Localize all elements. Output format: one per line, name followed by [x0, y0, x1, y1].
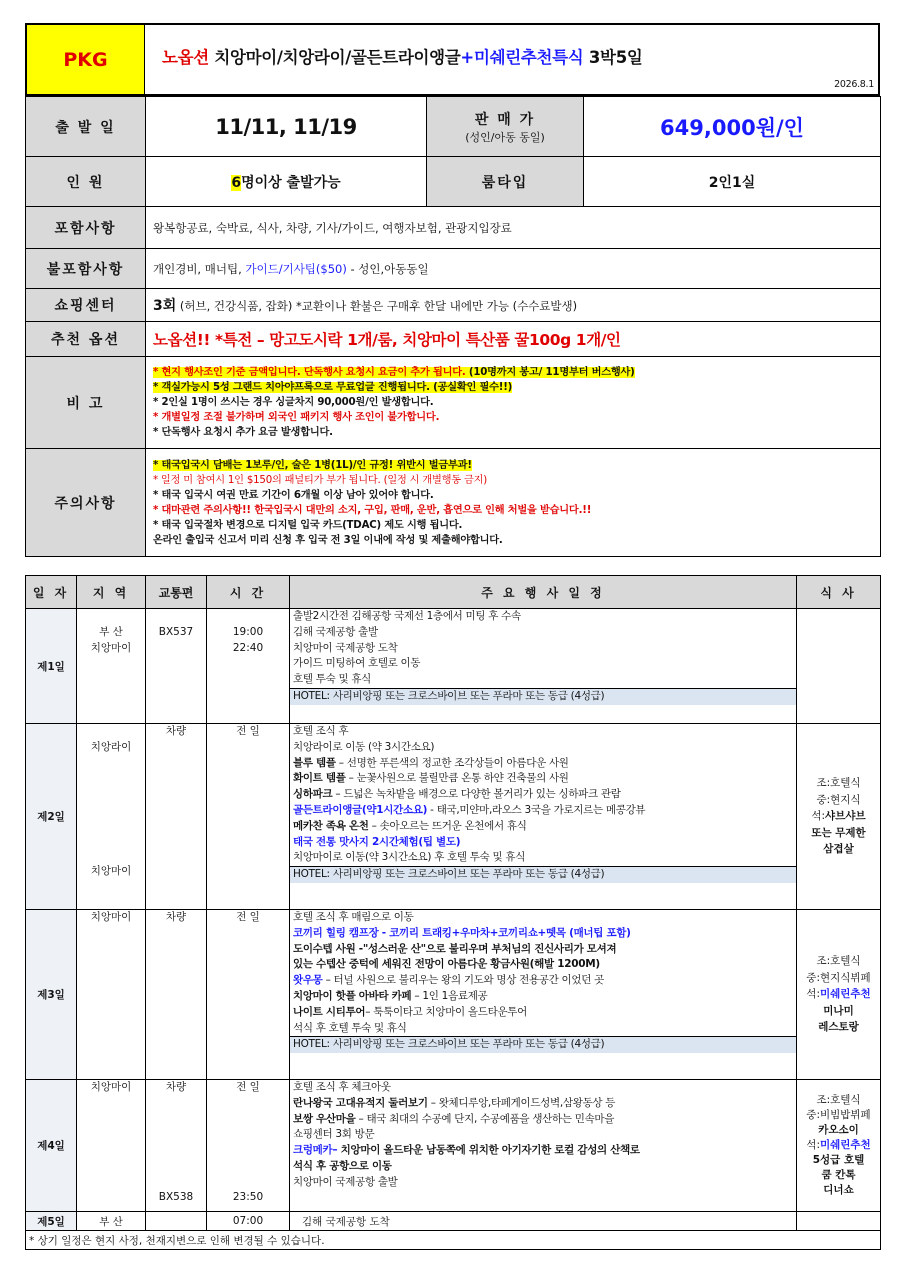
day-meal — [797, 724, 881, 910]
meal-text: 석:샤브샤브 — [811, 810, 866, 823]
day-time: 전 일 — [207, 910, 290, 1080]
day-activities — [290, 609, 797, 724]
exclude-part-c: - 성인,아동동일 — [346, 261, 429, 276]
room-value: 2인1실 — [584, 157, 881, 207]
shopping-detail: (허브, 건강식품, 잡화) *교환이나 환불은 구매후 한달 내에만 가능 (수수료발생) — [176, 299, 578, 313]
meal-text: 석:미쉐린추천 — [806, 1139, 871, 1151]
region-text: 치앙라이 — [90, 741, 132, 753]
day-label: 제1일 — [26, 609, 77, 724]
activity-line: 란나왕국 고대유적지 둘러보기 – 왓체디루앙,타페게이드성벽,삼왕동상 등 — [293, 1096, 616, 1109]
time-text: 19:00 — [232, 626, 264, 638]
caution-1: * 태국입국시 담배는 1보루/인, 술은 1병(1L)/인 규정! 위반시 벌금부과! — [153, 459, 472, 471]
time-text: 전 일 — [236, 1081, 260, 1093]
activity-line: 치앙마이 국제공항 도착 — [293, 641, 398, 654]
day-meal — [797, 1080, 881, 1212]
activity-line: 가이드 미팅하여 호텔로 이동 — [293, 657, 421, 670]
depart-dates: 11/11, 11/19 — [146, 97, 427, 157]
issue-date: 2026.8.1 — [834, 79, 874, 90]
shopping-label: 쇼핑센터 — [26, 289, 146, 322]
meal-text: 조:호텔식 — [816, 1094, 861, 1106]
remark-item: * 2인실 1명이 쓰시는 경우 싱글차지 90,000원/인 발생합니다. — [153, 397, 434, 408]
day-label: 제2일 — [26, 724, 77, 910]
price-label: 판 매 가 — [474, 111, 536, 128]
table-row — [26, 910, 881, 1080]
meal-text: 쿰 칸톡 — [821, 1169, 856, 1181]
activity-line: 메카찬 족욕 온천 – 솟아오르는 뜨거운 온천에서 휴식 — [293, 819, 527, 832]
day-label: 제4일 — [26, 1080, 77, 1212]
col-schedule: 주 요 행 사 일 정 — [290, 576, 797, 609]
remark-item: * 단독행사 요청시 추가 요금 발생합니다. — [153, 427, 333, 438]
day-time: 전 일 — [207, 724, 290, 910]
activity-line: 석식 후 공항으로 이동 — [293, 1159, 392, 1172]
day-label: 제3일 — [26, 910, 77, 1080]
meal-text: 조:호텔식 — [816, 777, 861, 790]
activity-line: 호텔 투숙 및 휴식 — [293, 673, 372, 686]
people-value — [146, 157, 427, 207]
people-label: 인 원 — [26, 157, 146, 207]
caution-item — [153, 458, 880, 473]
activity-line: 치앙마이 국제공항 출발 — [293, 1175, 398, 1188]
day-meal — [797, 1212, 881, 1231]
hotel-line: HOTEL: 사리비앙핑 또는 크로스바이브 또는 푸라마 또는 동급 (4성급) — [290, 866, 796, 883]
activity-line: 김해 국제공항 출발 — [293, 625, 378, 638]
meal-text: 석:미쉐린추천 — [806, 988, 871, 1001]
day-activities — [290, 1080, 797, 1212]
meal-text: 또는 무제한 — [811, 826, 866, 839]
activity-line: 블루 템플 – 선명한 푸른색의 정교한 조각상들이 아름다운 사원 — [293, 756, 569, 769]
title-duration: 3박5일 — [588, 48, 643, 67]
day-region: 치앙마이 — [77, 910, 146, 1080]
price-label-cell — [427, 97, 584, 157]
caution-item: * 태국 입국절차 변경으로 디지털 입국 카드(TDAC) 제도 시행 됩니다. — [153, 519, 463, 531]
shopping-value — [146, 289, 881, 322]
day-label: 제5일 — [26, 1212, 77, 1231]
remark-2: * 객실가능시 5성 그랜드 치아야프록으로 무료업글 진행됩니다. (공실확인 필수!!) — [153, 382, 513, 393]
day-activities — [290, 910, 797, 1080]
activity-line: 왓우몽 – 터널 사원으로 불리우는 왕의 기도와 명상 전용공간 이었던 곳 — [293, 974, 604, 987]
meal-text: 삼겹살 — [823, 843, 854, 856]
meal-text: 디너쇼 — [823, 1184, 854, 1196]
time-text: 22:40 — [232, 641, 264, 654]
region-text: 부 산 — [99, 626, 123, 638]
region-text: 치앙마이 — [90, 865, 132, 878]
activity-line: 석식 후 호텔 투숙 및 휴식 — [293, 1021, 407, 1034]
activity-line: 있는 수텝산 중턱에 세워진 전망이 아름다운 황금사원(해발 1200M) — [293, 958, 600, 971]
remark-item — [153, 380, 880, 395]
activity-line: 크렁메카– 치앙마이 올드타운 남동쪽에 위치한 아기자기한 로컬 감성의 산책로 — [293, 1144, 640, 1157]
remark-1b: (10명까지 봉고/ 11명부터 버스행사) — [465, 367, 635, 378]
activity-line: 호텔 조식 후 매림으로 이동 — [293, 911, 414, 923]
col-day: 일 자 — [26, 576, 77, 609]
caution-label: 주의사항 — [26, 449, 146, 557]
option-value: 노옵션!! *특전 – 망고도시락 1개/룸, 치앙마이 특산품 꿀100g 1개/인 — [146, 322, 881, 357]
title-michelin: +미쉐린추천특식 — [460, 48, 584, 67]
title-no-option: 노옵션 — [162, 48, 209, 67]
meal-text: 조:호텔식 — [816, 955, 861, 968]
price-value: 649,000원/인 — [584, 97, 881, 157]
day-transport — [146, 1080, 207, 1212]
transport-text: 차량 — [165, 1081, 187, 1093]
pkg-label: PKG — [27, 25, 145, 94]
title-main: 치앙마이/치앙라이/골든트라이앵글 — [214, 48, 461, 67]
meal-text: 중:현지식 — [816, 793, 861, 806]
day-meal — [797, 609, 881, 724]
meal-text: 카오소이 — [818, 1124, 859, 1136]
people-min-number: 6 — [231, 174, 242, 191]
shopping-count: 3회 — [153, 298, 177, 314]
room-label: 룸타입 — [427, 157, 584, 207]
page-title — [145, 25, 878, 94]
remark-1a: * 현지 행사조인 기준 금액입니다. 단독행사 요청시 요금이 추가 됩니다. — [153, 367, 466, 378]
day-meal — [797, 910, 881, 1080]
activity-line: 화이트 템플 – 눈꽃사원으로 불릴만큼 온통 하얀 건축물의 사원 — [293, 772, 569, 785]
itinerary-table — [25, 575, 881, 1250]
activity-line: 치앙마이로 이동(약 3시간소요) 후 호텔 투숙 및 휴식 — [293, 851, 526, 864]
activity-line: 치앙마이 핫플 아바타 카페 – 1인 1음료제공 — [293, 989, 488, 1002]
header-banner — [25, 23, 880, 96]
depart-label: 출 발 일 — [26, 97, 146, 157]
caution-item: * 일정 미 참여시 1인 $150의 패널티가 부가 됩니다. (일정 시 개별행동 금지) — [153, 474, 488, 486]
day-transport: BX537 — [146, 609, 207, 724]
summary-table — [25, 96, 881, 557]
table-row — [26, 1080, 881, 1212]
table-row — [26, 609, 881, 724]
region-text: 치앙마이 — [90, 641, 132, 654]
exclude-part-a: 개인경비, 매너팁, — [153, 261, 246, 276]
table-row — [26, 724, 881, 910]
day-region — [77, 724, 146, 910]
hotel-line: HOTEL: 사리비앙핑 또는 크로스바이브 또는 푸라마 또는 동급 (4성급) — [290, 1036, 796, 1053]
exclude-guide-tip: 가이드/기사팁($50) — [245, 261, 347, 276]
activity-line: 도이수텝 사원 -"성스러운 산"으로 불리우며 부처님의 진신사리가 모셔져 — [293, 942, 617, 955]
activity-line: 싱하파크 – 드넓은 녹차밭을 배경으로 다양한 볼거리가 있는 싱하파크 관람 — [293, 788, 621, 801]
activity-line: 나이트 시티투어– 툭툭이타고 치앙마이 올드타운투어 — [293, 1005, 527, 1018]
price-sub-label: (성인/아동 동일) — [465, 130, 545, 144]
activity-line: 치앙라이로 이동 (약 3시간소요) — [293, 740, 435, 753]
day-region — [77, 609, 146, 724]
col-region: 지 역 — [77, 576, 146, 609]
day-transport: 차량 — [146, 724, 207, 910]
day-activities — [290, 724, 797, 910]
remark-item — [153, 365, 880, 380]
day-activities: 김해 국제공항 도착 — [290, 1212, 797, 1231]
col-transport: 교통편 — [146, 576, 207, 609]
table-row — [26, 1212, 881, 1231]
flight-text: BX538 — [158, 1191, 194, 1204]
meal-text: 5성급 호텔 — [812, 1154, 865, 1166]
remarks-list — [146, 357, 881, 449]
day-time — [207, 1080, 290, 1212]
caution-item: * 대마관련 주의사항!! 한국입국시 대만의 소지, 구입, 판매, 운반, 흡연으로 인해 처벌을 받습니다.!! — [153, 504, 592, 516]
caution-item: * 태국 입국시 여권 만료 기간이 6개월 이상 남아 있어야 합니다. — [153, 489, 434, 501]
day-transport — [146, 1212, 207, 1231]
activity-line: 호텔 조식 후 체크아웃 — [293, 1081, 391, 1093]
meal-text: 중:현지식뷔페 — [806, 971, 871, 984]
activity-line: 태국 전통 맛사지 2시간체험(팁 별도) — [293, 835, 461, 848]
meal-text: 중:비빔밥뷔페 — [806, 1109, 871, 1121]
activity-line: 골든트라이앵글(약1시간소요) - 태국,미얀마,라오스 3국을 가로지르는 메콩강뷰 — [293, 803, 646, 816]
time-text: 23:50 — [232, 1191, 264, 1204]
include-label: 포함사항 — [26, 207, 146, 249]
footnote: * 상기 일정은 현지 사정, 천재지변으로 인해 변경될 수 있습니다. — [26, 1231, 881, 1250]
caution-list — [146, 449, 881, 557]
remark-item: * 개별일정 조절 불가하며 외국인 패키지 행사 조인이 불가합니다. — [153, 412, 440, 423]
include-value: 왕복항공료, 숙박료, 식사, 차량, 기사/가이드, 여행자보험, 관광지입장료 — [146, 207, 881, 249]
day-transport: 차량 — [146, 910, 207, 1080]
col-meal: 식 사 — [797, 576, 881, 609]
meal-text: 레스토랑 — [818, 1021, 859, 1034]
caution-item: 온라인 출입국 신고서 미리 신청 후 입국 전 3일 이내에 작성 및 제출해야합니다. — [153, 534, 503, 546]
day-region: 치앙마이 — [77, 1080, 146, 1212]
day-time: 07:00 — [207, 1212, 290, 1231]
meal-text: 미나미 — [823, 1004, 854, 1017]
activity-line: 쇼핑센터 3회 방문 — [293, 1128, 375, 1141]
exclude-value — [146, 249, 881, 289]
activity-line: 보쌍 우산마을 – 태국 최대의 수공예 단지, 수공예품을 생산하는 민속마을 — [293, 1112, 615, 1125]
remarks-label: 비 고 — [26, 357, 146, 449]
hotel-line: HOTEL: 사리비앙핑 또는 크로스바이브 또는 푸라마 또는 동급 (4성급) — [290, 688, 796, 705]
day-time — [207, 609, 290, 724]
col-time: 시 간 — [207, 576, 290, 609]
activity-line: 호텔 조식 후 — [293, 725, 349, 737]
day-region: 부 산 — [77, 1212, 146, 1231]
people-min-text: 명이상 출발가능 — [241, 174, 341, 191]
activity-line: 코끼리 힐링 캠프장 - 코끼리 트래킹+우마차+코끼리쇼+뗏목 (매너팁 포함) — [293, 926, 631, 939]
option-label: 추천 옵션 — [26, 322, 146, 357]
exclude-label: 불포함사항 — [26, 249, 146, 289]
activity-line: 출발2시간전 김해공항 국제선 1층에서 미팅 후 수속 — [293, 610, 521, 622]
